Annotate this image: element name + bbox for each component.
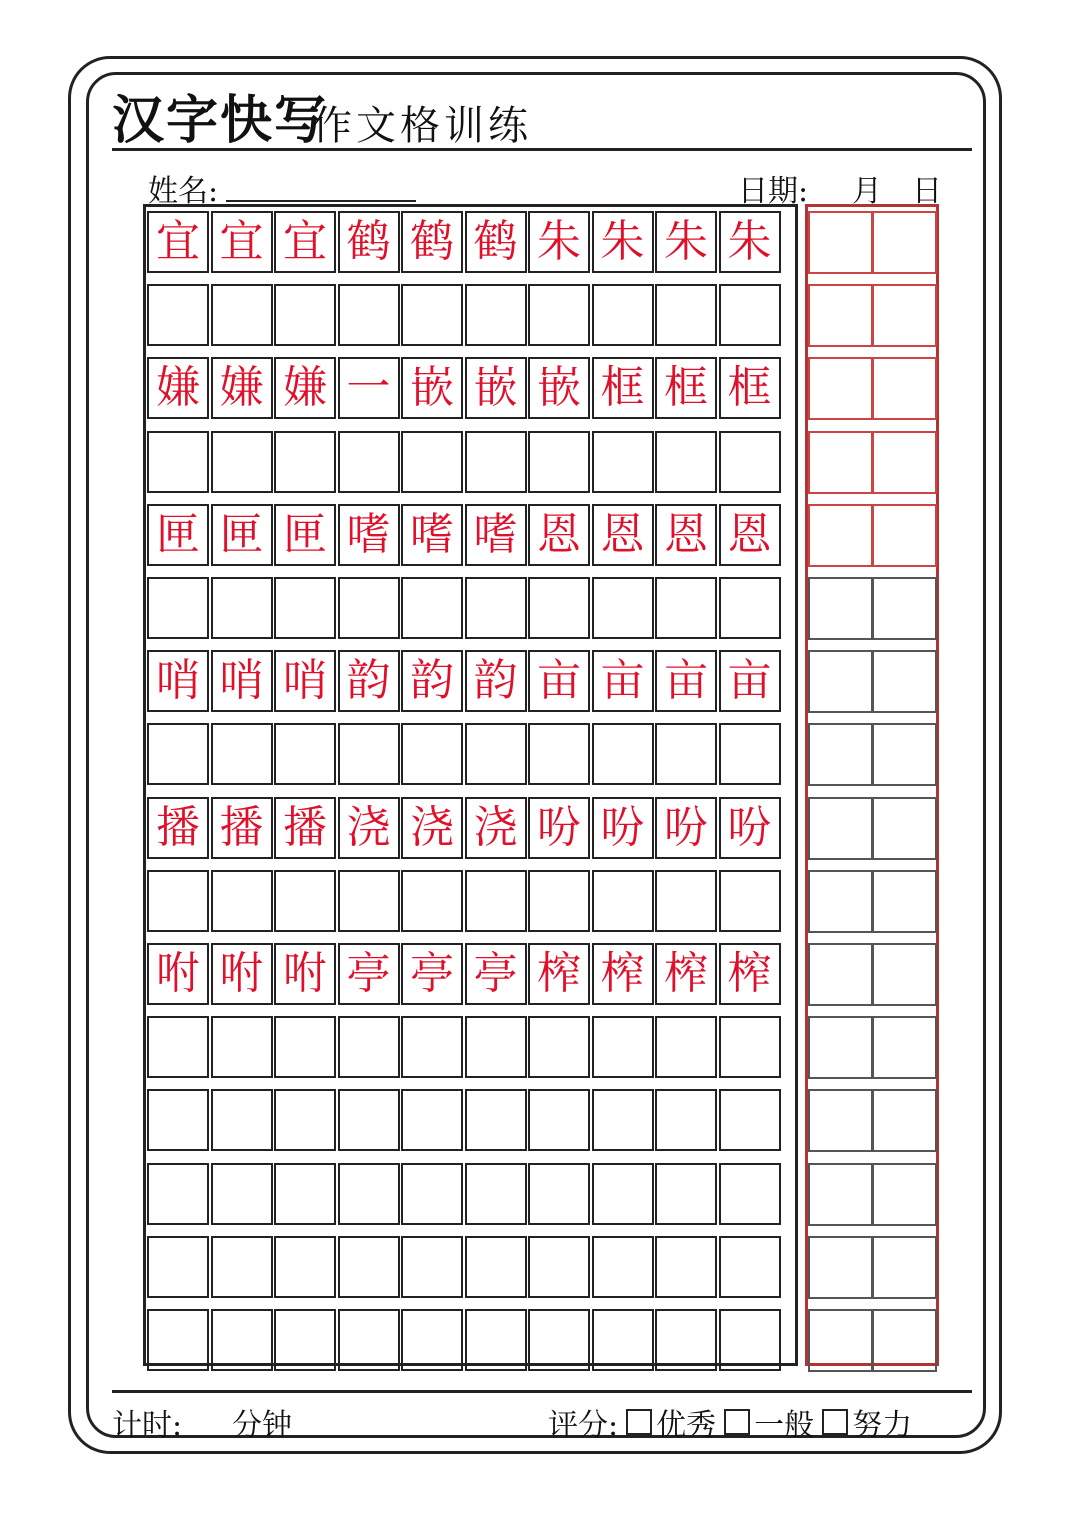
empty-writing-cell[interactable] (147, 870, 209, 932)
empty-writing-cell[interactable] (655, 1236, 717, 1298)
practice-char-cell: 浇 (338, 797, 400, 859)
empty-writing-cell[interactable] (592, 1089, 654, 1151)
empty-writing-cell[interactable] (528, 870, 590, 932)
checkbox-effort[interactable] (822, 1409, 848, 1435)
empty-writing-cell[interactable] (401, 284, 463, 346)
practice-char-cell: 嵌 (465, 357, 527, 419)
empty-writing-cell[interactable] (655, 870, 717, 932)
empty-writing-cell[interactable] (338, 431, 400, 493)
score-section (548, 1400, 912, 1444)
empty-writing-cell[interactable] (401, 431, 463, 493)
practice-char-cell: 吩 (719, 797, 781, 859)
empty-writing-cell[interactable] (211, 723, 273, 785)
empty-writing-cell[interactable] (338, 577, 400, 639)
empty-writing-cell[interactable] (465, 870, 527, 932)
empty-writing-cell[interactable] (719, 284, 781, 346)
side-writing-cell[interactable] (808, 650, 873, 713)
practice-char-cell: 朱 (528, 211, 590, 273)
practice-char-cell: 播 (274, 797, 336, 859)
empty-writing-cell[interactable] (338, 1163, 400, 1225)
empty-writing-cell[interactable] (211, 1016, 273, 1078)
practice-char-cell: 韵 (401, 650, 463, 712)
side-writing-cell[interactable] (872, 1089, 937, 1152)
empty-writing-cell[interactable] (401, 1016, 463, 1078)
empty-writing-cell[interactable] (465, 1236, 527, 1298)
empty-writing-cell[interactable] (465, 1309, 527, 1371)
practice-char-cell: 榨 (719, 943, 781, 1005)
empty-writing-cell[interactable] (465, 577, 527, 639)
side-writing-cell[interactable] (808, 1016, 873, 1079)
footer-divider (112, 1390, 972, 1393)
empty-writing-cell[interactable] (338, 870, 400, 932)
side-writing-cell[interactable] (872, 211, 937, 274)
empty-writing-cell[interactable] (592, 577, 654, 639)
empty-writing-cell[interactable] (338, 1236, 400, 1298)
practice-char-cell: 一 (338, 357, 400, 419)
practice-char-cell: 恩 (592, 504, 654, 566)
empty-writing-cell[interactable] (719, 1309, 781, 1371)
practice-char-cell: 宜 (211, 211, 273, 273)
practice-char-cell: 吩 (528, 797, 590, 859)
side-writing-cell[interactable] (872, 284, 937, 347)
side-writing-cell[interactable] (808, 1163, 873, 1226)
empty-writing-cell[interactable] (401, 870, 463, 932)
score-label: 评分: (548, 1408, 619, 1443)
practice-char-cell: 哨 (274, 650, 336, 712)
side-writing-cell[interactable] (808, 504, 873, 567)
practice-char-cell: 嫌 (274, 357, 336, 419)
empty-writing-cell[interactable] (401, 577, 463, 639)
practice-char-cell: 亩 (528, 650, 590, 712)
practice-char-cell: 播 (211, 797, 273, 859)
empty-writing-cell[interactable] (338, 284, 400, 346)
practice-char-cell: 嗜 (465, 504, 527, 566)
empty-writing-cell[interactable] (274, 1016, 336, 1078)
empty-writing-cell[interactable] (274, 431, 336, 493)
empty-writing-cell[interactable] (592, 431, 654, 493)
empty-writing-cell[interactable] (401, 1236, 463, 1298)
side-writing-cell[interactable] (872, 1016, 937, 1079)
practice-char-cell: 嫌 (211, 357, 273, 419)
empty-writing-cell[interactable] (655, 1089, 717, 1151)
empty-writing-cell[interactable] (147, 1016, 209, 1078)
practice-char-cell: 韵 (465, 650, 527, 712)
practice-char-cell: 咐 (147, 943, 209, 1005)
side-writing-cell[interactable] (872, 577, 937, 640)
empty-writing-cell[interactable] (274, 577, 336, 639)
empty-writing-cell[interactable] (147, 1163, 209, 1225)
practice-char-cell: 哨 (211, 650, 273, 712)
empty-writing-cell[interactable] (719, 577, 781, 639)
empty-writing-cell[interactable] (274, 723, 336, 785)
practice-char-cell: 宜 (274, 211, 336, 273)
practice-char-cell: 鹤 (465, 211, 527, 273)
side-writing-cell[interactable] (808, 870, 873, 933)
side-writing-cell[interactable] (872, 943, 937, 1006)
empty-writing-cell[interactable] (528, 431, 590, 493)
practice-char-cell: 哨 (147, 650, 209, 712)
practice-char-cell: 嵌 (528, 357, 590, 419)
empty-writing-cell[interactable] (338, 723, 400, 785)
empty-writing-cell[interactable] (274, 870, 336, 932)
side-writing-cell[interactable] (808, 431, 873, 494)
side-writing-cell[interactable] (872, 1163, 937, 1226)
empty-writing-cell[interactable] (211, 431, 273, 493)
side-writing-cell[interactable] (808, 284, 873, 347)
empty-writing-cell[interactable] (401, 1163, 463, 1225)
empty-writing-cell[interactable] (465, 1016, 527, 1078)
empty-writing-cell[interactable] (274, 1163, 336, 1225)
side-writing-cell[interactable] (808, 1236, 873, 1299)
empty-writing-cell[interactable] (211, 870, 273, 932)
empty-writing-cell[interactable] (147, 284, 209, 346)
empty-writing-cell[interactable] (274, 284, 336, 346)
empty-writing-cell[interactable] (528, 1089, 590, 1151)
empty-writing-cell[interactable] (338, 1016, 400, 1078)
practice-char-cell: 匣 (274, 504, 336, 566)
empty-writing-cell[interactable] (147, 431, 209, 493)
practice-char-cell: 吩 (655, 797, 717, 859)
option-average: 一般 (754, 1408, 815, 1443)
empty-writing-cell[interactable] (655, 1309, 717, 1371)
month-label: 月 (852, 174, 882, 209)
name-label: 姓名: (148, 174, 219, 209)
side-writing-cell[interactable] (872, 650, 937, 713)
option-effort: 努力 (852, 1408, 913, 1443)
empty-writing-cell[interactable] (147, 1236, 209, 1298)
practice-char-cell: 匣 (211, 504, 273, 566)
side-writing-cell[interactable] (808, 797, 873, 860)
side-writing-cell[interactable] (872, 431, 937, 494)
practice-char-cell: 咐 (211, 943, 273, 1005)
side-writing-cell[interactable] (808, 357, 873, 420)
empty-writing-cell[interactable] (528, 1016, 590, 1078)
practice-char-cell: 亭 (401, 943, 463, 1005)
empty-writing-cell[interactable] (147, 1309, 209, 1371)
side-writing-cell[interactable] (872, 870, 937, 933)
practice-char-cell: 鹤 (338, 211, 400, 273)
practice-char-cell: 朱 (655, 211, 717, 273)
side-writing-cell[interactable] (808, 723, 873, 786)
empty-writing-cell[interactable] (719, 1016, 781, 1078)
empty-writing-cell[interactable] (719, 431, 781, 493)
empty-writing-cell[interactable] (528, 1163, 590, 1225)
practice-char-cell: 恩 (655, 504, 717, 566)
practice-char-cell: 恩 (528, 504, 590, 566)
empty-writing-cell[interactable] (655, 1016, 717, 1078)
practice-char-cell: 朱 (719, 211, 781, 273)
empty-writing-cell[interactable] (274, 1089, 336, 1151)
side-writing-cell[interactable] (808, 1309, 873, 1372)
empty-writing-cell[interactable] (465, 1089, 527, 1151)
empty-writing-cell[interactable] (274, 1236, 336, 1298)
side-writing-cell[interactable] (872, 797, 937, 860)
empty-writing-cell[interactable] (655, 723, 717, 785)
empty-writing-cell[interactable] (465, 284, 527, 346)
practice-char-cell: 亩 (592, 650, 654, 712)
empty-writing-cell[interactable] (274, 1309, 336, 1371)
checkbox-excellent[interactable] (626, 1409, 652, 1435)
empty-writing-cell[interactable] (719, 1163, 781, 1225)
side-writing-cell[interactable] (808, 577, 873, 640)
empty-writing-cell[interactable] (655, 284, 717, 346)
practice-char-cell: 嗜 (338, 504, 400, 566)
empty-writing-cell[interactable] (211, 284, 273, 346)
timer-label: 计时: (112, 1408, 183, 1443)
day-label: 日 (912, 174, 942, 209)
practice-char-cell: 亩 (719, 650, 781, 712)
empty-writing-cell[interactable] (719, 723, 781, 785)
practice-char-cell: 咐 (274, 943, 336, 1005)
practice-char-cell: 鹤 (401, 211, 463, 273)
practice-char-cell: 嗜 (401, 504, 463, 566)
practice-char-cell: 播 (147, 797, 209, 859)
empty-writing-cell[interactable] (655, 431, 717, 493)
header-divider (112, 148, 972, 151)
empty-writing-cell[interactable] (528, 284, 590, 346)
empty-writing-cell[interactable] (592, 1236, 654, 1298)
page-title: 汉字快写 (112, 91, 329, 151)
practice-char-cell: 榨 (528, 943, 590, 1005)
empty-writing-cell[interactable] (528, 1309, 590, 1371)
empty-writing-cell[interactable] (211, 1236, 273, 1298)
side-writing-cell[interactable] (872, 723, 937, 786)
practice-char-cell: 朱 (592, 211, 654, 273)
practice-char-cell: 吩 (592, 797, 654, 859)
practice-char-cell: 榨 (655, 943, 717, 1005)
practice-char-cell: 宜 (147, 211, 209, 273)
empty-writing-cell[interactable] (465, 723, 527, 785)
empty-writing-cell[interactable] (211, 1163, 273, 1225)
practice-char-cell: 嵌 (401, 357, 463, 419)
practice-char-cell: 亭 (338, 943, 400, 1005)
minutes-label: 分钟 (232, 1408, 292, 1443)
empty-writing-cell[interactable] (401, 723, 463, 785)
empty-writing-cell[interactable] (592, 1016, 654, 1078)
empty-writing-cell[interactable] (719, 1236, 781, 1298)
empty-writing-cell[interactable] (719, 870, 781, 932)
empty-writing-cell[interactable] (211, 1309, 273, 1371)
empty-writing-cell[interactable] (592, 1309, 654, 1371)
empty-writing-cell[interactable] (401, 1089, 463, 1151)
empty-writing-cell[interactable] (592, 870, 654, 932)
practice-char-cell: 恩 (719, 504, 781, 566)
practice-char-cell: 框 (655, 357, 717, 419)
practice-char-cell: 匣 (147, 504, 209, 566)
option-excellent: 优秀 (656, 1408, 717, 1443)
practice-char-cell: 嫌 (147, 357, 209, 419)
empty-writing-cell[interactable] (719, 1089, 781, 1151)
side-writing-cell[interactable] (872, 1236, 937, 1299)
empty-writing-cell[interactable] (211, 577, 273, 639)
side-writing-cell[interactable] (808, 211, 873, 274)
empty-writing-cell[interactable] (592, 1163, 654, 1225)
practice-char-cell: 框 (719, 357, 781, 419)
empty-writing-cell[interactable] (528, 723, 590, 785)
empty-writing-cell[interactable] (528, 577, 590, 639)
empty-writing-cell[interactable] (147, 577, 209, 639)
checkbox-average[interactable] (724, 1409, 750, 1435)
side-writing-cell[interactable] (808, 943, 873, 1006)
empty-writing-cell[interactable] (592, 723, 654, 785)
side-writing-cell[interactable] (808, 1089, 873, 1152)
empty-writing-cell[interactable] (147, 1089, 209, 1151)
empty-writing-cell[interactable] (147, 723, 209, 785)
practice-char-cell: 亩 (655, 650, 717, 712)
empty-writing-cell[interactable] (655, 577, 717, 639)
page-subtitle: 作文格训练 (312, 103, 532, 149)
side-writing-cell[interactable] (872, 1309, 937, 1372)
empty-writing-cell[interactable] (655, 1163, 717, 1225)
side-writing-cell[interactable] (872, 504, 937, 567)
practice-char-cell: 浇 (465, 797, 527, 859)
empty-writing-cell[interactable] (401, 1309, 463, 1371)
practice-char-cell: 榨 (592, 943, 654, 1005)
practice-char-cell: 韵 (338, 650, 400, 712)
name-field[interactable] (226, 200, 416, 202)
side-writing-cell[interactable] (872, 357, 937, 420)
empty-writing-cell[interactable] (338, 1309, 400, 1371)
practice-char-cell: 框 (592, 357, 654, 419)
empty-writing-cell[interactable] (465, 1163, 527, 1225)
date-label: 日期: (738, 174, 809, 209)
practice-char-cell: 亭 (465, 943, 527, 1005)
practice-char-cell: 浇 (401, 797, 463, 859)
empty-writing-cell[interactable] (592, 284, 654, 346)
empty-writing-cell[interactable] (465, 431, 527, 493)
empty-writing-cell[interactable] (338, 1089, 400, 1151)
empty-writing-cell[interactable] (528, 1236, 590, 1298)
empty-writing-cell[interactable] (211, 1089, 273, 1151)
